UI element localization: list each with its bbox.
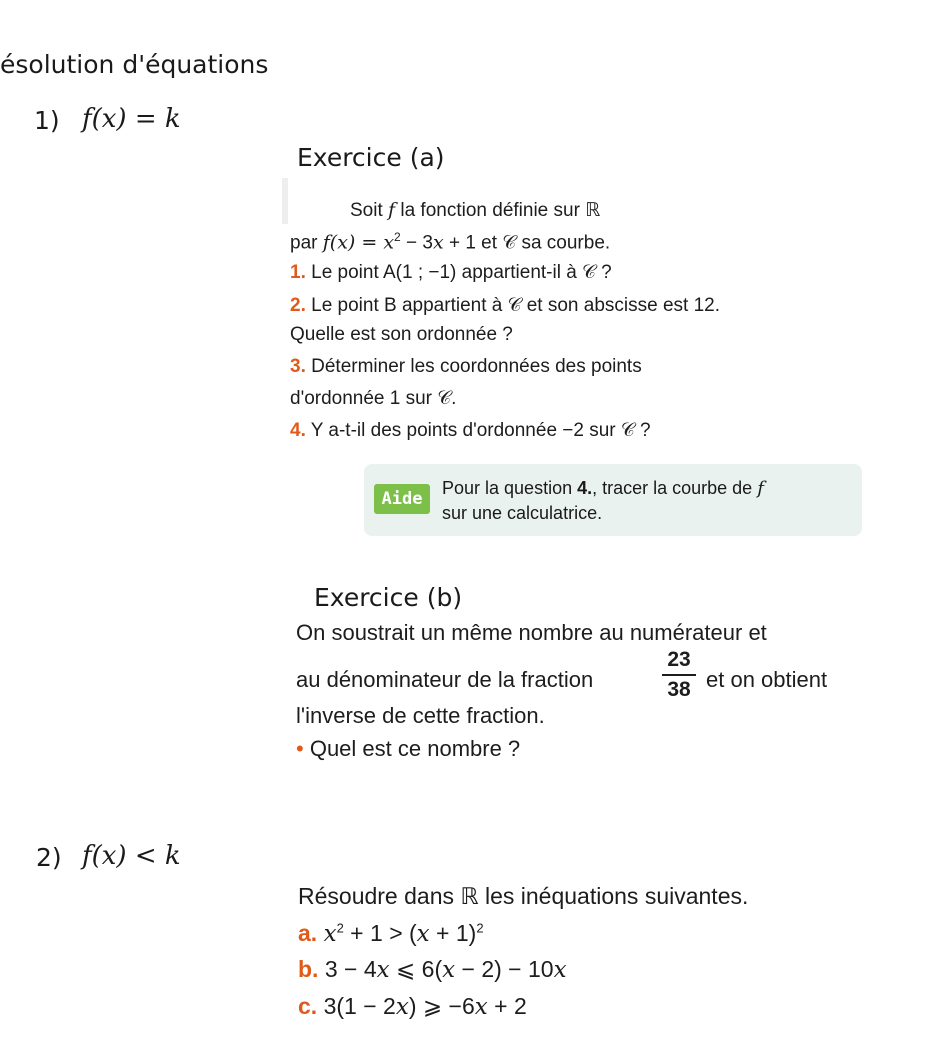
- inequations-intro: Résoudre dans ℝ les inéquations suivantes.: [298, 883, 749, 909]
- text: x: [395, 994, 409, 1020]
- text: 4.: [577, 478, 593, 498]
- text: + 1 > (: [343, 920, 417, 946]
- item-label: a.: [298, 920, 318, 946]
- text: 3 − 4: [324, 956, 377, 982]
- question-number: 2.: [290, 295, 306, 316]
- question-2: [290, 295, 720, 317]
- text: 2: [336, 920, 344, 936]
- help-badge: Aide: [374, 484, 430, 514]
- text: f(x) = x: [322, 231, 395, 254]
- question-4: [290, 420, 651, 442]
- exercise-b-line-3: l'inverse de cette fraction.: [296, 703, 545, 728]
- text: sur une calculatrice.: [442, 503, 603, 523]
- question-text: Y a-t-il des points d'ordonnée −2 sur 𝒞 ?: [305, 420, 651, 441]
- text: par: [290, 232, 323, 254]
- inequation-c: [298, 993, 527, 1020]
- exercise-b-line-2a: au dénominateur de la fraction: [296, 667, 594, 692]
- text: Pour la question: [442, 478, 578, 498]
- text: x: [442, 957, 456, 983]
- text: f: [757, 478, 764, 499]
- inequation-b: [298, 956, 567, 983]
- section-2-formula: f(x) < k: [82, 841, 181, 871]
- exercise-a-intro-line-2: [290, 230, 610, 254]
- text: 3(1 − 2: [323, 993, 396, 1019]
- item-label: b.: [298, 956, 319, 982]
- exercise-b-line-1: On soustrait un même nombre au numérateur et: [296, 620, 767, 645]
- scan-margin-mark: [282, 178, 288, 224]
- fraction-denominator: 38: [667, 678, 691, 701]
- exercise-a-intro-line-1: [350, 199, 600, 222]
- question-3-line-2: d'ordonnée 1 sur 𝒞.: [290, 388, 457, 409]
- text: 2: [394, 230, 401, 244]
- text: + 1): [429, 920, 477, 946]
- exercise-b-line-2b: et on obtient: [706, 667, 828, 692]
- exercise-b-question: [296, 736, 520, 762]
- text: − 3: [400, 232, 433, 254]
- text: 2: [476, 920, 484, 936]
- bullet-icon: •: [296, 736, 304, 761]
- section-1-number: 1): [34, 106, 60, 135]
- question-text: Le point B appartient à 𝒞 et son abscisse est 12.: [305, 295, 721, 316]
- text: x: [432, 231, 444, 254]
- fraction-numerator: 23: [667, 648, 691, 671]
- question-1: [290, 262, 612, 284]
- text: Soit: [350, 200, 389, 221]
- text: x: [553, 957, 567, 983]
- help-text: [442, 476, 764, 525]
- section-2-number: 2): [36, 843, 62, 872]
- question-number: 3.: [290, 356, 306, 377]
- text: f: [388, 199, 396, 221]
- text: x: [323, 921, 337, 947]
- item-label: c.: [298, 993, 318, 1019]
- text: , tracer la courbe de: [592, 478, 758, 498]
- question-text: Quel est ce nombre ?: [309, 736, 521, 761]
- fraction-bar: [662, 674, 696, 676]
- text: ) ⩾ −6: [408, 993, 475, 1019]
- fraction: [662, 648, 696, 702]
- text: la fonction définie sur ℝ: [395, 200, 601, 221]
- text: + 2: [487, 993, 527, 1019]
- question-3: [290, 356, 642, 378]
- exercise-a-label: Exercice (a): [297, 143, 445, 172]
- question-2-line-2: Quelle est son ordonnée ?: [290, 324, 513, 345]
- text: ⩽ 6(: [389, 956, 443, 982]
- section-1-formula: f(x) = k: [82, 104, 181, 134]
- text: x: [416, 921, 430, 947]
- text: − 2) − 10: [455, 956, 554, 982]
- page-title: ésolution d'équations: [0, 50, 269, 79]
- exercise-b-label: Exercice (b): [314, 583, 463, 612]
- question-number: 1.: [290, 262, 306, 283]
- help-box: [364, 464, 862, 536]
- text: x: [376, 957, 390, 983]
- question-text: Le point A(1 ; −1) appartient-il à 𝒞 ?: [305, 262, 612, 283]
- text: + 1 et 𝒞 sa courbe.: [443, 232, 611, 254]
- question-number: 4.: [290, 420, 306, 441]
- text: x: [474, 994, 488, 1020]
- question-text: Déterminer les coordonnées des points: [305, 356, 642, 377]
- inequation-a: [298, 920, 484, 947]
